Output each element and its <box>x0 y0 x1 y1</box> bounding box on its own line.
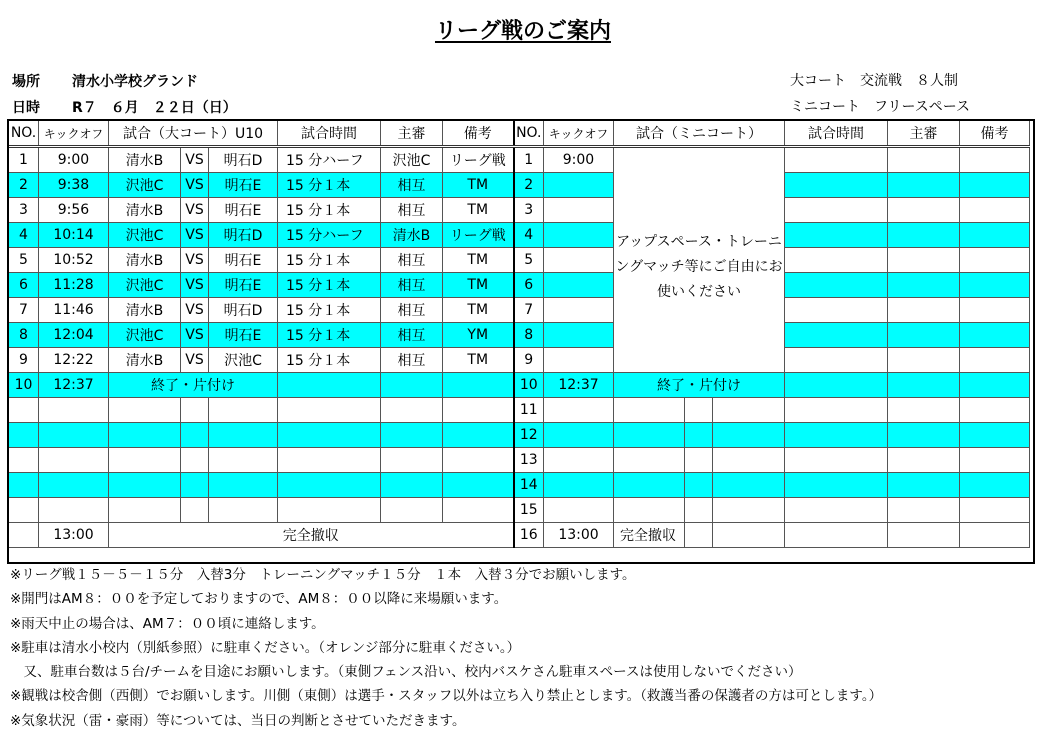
table-cell <box>443 473 514 498</box>
mini-match-no: 16 <box>514 523 544 548</box>
mini-remarks <box>960 223 1030 248</box>
home-team: 清水B <box>109 248 181 273</box>
away-team: 明石E <box>209 173 278 198</box>
table-cell <box>685 423 713 448</box>
remarks: リーグ戦 <box>443 223 514 248</box>
table-cell <box>278 423 381 448</box>
mini-duration <box>785 373 888 398</box>
kickoff-time: 11:46 <box>39 298 109 323</box>
mini-duration <box>785 223 888 248</box>
table-header-row <box>9 121 1030 147</box>
table-cell <box>614 398 685 423</box>
match-no: 9 <box>9 348 39 373</box>
match-duration: 15 分１本 <box>278 248 381 273</box>
mini-kickoff-time <box>544 323 614 348</box>
mini-kickoff-time <box>544 273 614 298</box>
table-cell <box>9 448 39 473</box>
column-header: 試合時間 <box>278 121 381 147</box>
match-no: 1 <box>9 147 39 173</box>
mini-end-label: 終了・片付け <box>614 373 785 398</box>
table-cell <box>713 523 785 548</box>
table-row <box>9 323 1030 348</box>
mini-match-no: 10 <box>514 373 544 398</box>
table-cell <box>181 423 209 448</box>
referee: 沢池C <box>381 147 443 173</box>
mini-kickoff-time <box>544 173 614 198</box>
mini-duration <box>785 298 888 323</box>
table-row-blank <box>9 398 1030 423</box>
final-label: 完全撤収 <box>109 523 514 548</box>
table-cell <box>209 448 278 473</box>
column-header: 試合時間 <box>785 121 888 147</box>
referee: 相互 <box>381 248 443 273</box>
table-cell <box>544 473 614 498</box>
table-row-blank <box>9 473 1030 498</box>
mini-remarks <box>960 198 1030 223</box>
mini-referee <box>888 248 960 273</box>
table-row <box>9 248 1030 273</box>
table-cell <box>443 423 514 448</box>
mini-kickoff-time: 12:37 <box>544 373 614 398</box>
end-label: 終了・片付け <box>109 373 278 398</box>
table-row <box>9 298 1030 323</box>
vs-label: VS <box>181 173 209 198</box>
table-cell <box>785 498 888 523</box>
away-team: 明石E <box>209 273 278 298</box>
remarks: TM <box>443 298 514 323</box>
table-cell <box>713 448 785 473</box>
table-cell <box>181 398 209 423</box>
note-line: ※観戦は校舎側（西側）でお願いします。川側（東側）は選手・スタッフ以外は立ち入り禁止とします。（救護当番の保護者の方は可とします。） <box>10 688 883 705</box>
mini-duration <box>785 147 888 173</box>
mini-referee <box>888 173 960 198</box>
table-cell <box>39 448 109 473</box>
kickoff-time: 10:14 <box>39 223 109 248</box>
kickoff-time: 12:22 <box>39 348 109 373</box>
kickoff-time: 12:04 <box>39 323 109 348</box>
table-cell <box>9 423 39 448</box>
table-cell <box>614 473 685 498</box>
table-row <box>9 173 1030 198</box>
mini-final-label: 完全撤収 <box>614 523 685 548</box>
table-cell <box>888 448 960 473</box>
table-cell <box>785 523 888 548</box>
kickoff-time: 9:56 <box>39 198 109 223</box>
note-line: ※雨天中止の場合は、AM７：００頃に連絡します。 <box>10 615 325 632</box>
table-cell <box>544 498 614 523</box>
table-cell <box>614 498 685 523</box>
table-cell <box>209 473 278 498</box>
note-line: ※リーグ戦１５－５－１５分 入替3分 トレーニングマッチ１５分 １本 入替３分でお願いします。 <box>10 567 636 583</box>
column-header: NO. <box>514 121 544 147</box>
match-no: 2 <box>9 173 39 198</box>
table-cell <box>443 398 514 423</box>
mini-duration <box>785 323 888 348</box>
table-cell <box>109 498 181 523</box>
mini-match-no: 7 <box>514 298 544 323</box>
mini-match-no: 13 <box>514 448 544 473</box>
mini-kickoff-time: 13:00 <box>544 523 614 548</box>
table-cell <box>685 398 713 423</box>
mini-match-no: 2 <box>514 173 544 198</box>
table-row <box>9 273 1030 298</box>
vs-label: VS <box>181 198 209 223</box>
court-info-mini: ミニコート フリースペース <box>790 99 971 115</box>
mini-kickoff-time <box>544 298 614 323</box>
table-cell <box>544 448 614 473</box>
mini-remarks <box>960 147 1030 173</box>
mini-referee <box>888 147 960 173</box>
table-cell <box>109 473 181 498</box>
mini-kickoff-time: 9:00 <box>544 147 614 173</box>
kickoff-time: 13:00 <box>39 523 109 548</box>
mini-kickoff-time <box>544 348 614 373</box>
mini-remarks <box>960 298 1030 323</box>
away-team: 明石D <box>209 298 278 323</box>
table-cell <box>544 423 614 448</box>
table-cell <box>713 473 785 498</box>
table-cell <box>181 473 209 498</box>
kickoff-time: 12:37 <box>39 373 109 398</box>
vs-label: VS <box>181 348 209 373</box>
table-cell <box>785 398 888 423</box>
table-cell <box>960 473 1030 498</box>
mini-duration <box>785 273 888 298</box>
schedule-table <box>8 120 1030 548</box>
table-cell <box>278 398 381 423</box>
match-no: 6 <box>9 273 39 298</box>
match-no <box>9 523 39 548</box>
match-no: 10 <box>9 373 39 398</box>
table-cell <box>713 423 785 448</box>
table-cell <box>888 498 960 523</box>
place-value: 清水小学校グランド <box>72 74 198 90</box>
mini-match-no: 12 <box>514 423 544 448</box>
table-cell <box>9 398 39 423</box>
remarks: TM <box>443 173 514 198</box>
table-cell <box>278 448 381 473</box>
remarks: リーグ戦 <box>443 147 514 173</box>
table-cell <box>39 423 109 448</box>
table-cell <box>278 498 381 523</box>
table-cell <box>109 398 181 423</box>
match-duration: 15 分１本 <box>278 198 381 223</box>
mini-referee <box>888 223 960 248</box>
table-cell <box>685 498 713 523</box>
home-team: 沢池C <box>109 173 181 198</box>
note-line: ※気象状況（雷・豪雨）等については、当日の判断とさせていただきます。 <box>10 712 466 729</box>
referee: 相互 <box>381 348 443 373</box>
table-cell <box>39 473 109 498</box>
table-cell <box>544 398 614 423</box>
column-header: キックオフ <box>39 121 109 147</box>
table-cell <box>785 448 888 473</box>
mini-remarks <box>960 273 1030 298</box>
mini-match-no: 1 <box>514 147 544 173</box>
table-cell <box>109 423 181 448</box>
table-cell <box>785 423 888 448</box>
mini-duration <box>785 173 888 198</box>
column-header: 試合（大コート）U10 <box>109 121 278 147</box>
table-row <box>9 223 1030 248</box>
referee: 清水B <box>381 223 443 248</box>
mini-match-no: 6 <box>514 273 544 298</box>
table-cell <box>381 448 443 473</box>
table-cell <box>9 473 39 498</box>
court-info-large: 大コート 交流戦 ８人制 <box>790 73 958 89</box>
table-cell <box>209 498 278 523</box>
table-cell <box>960 448 1030 473</box>
table-cell <box>685 523 713 548</box>
table-cell <box>443 498 514 523</box>
vs-label: VS <box>181 323 209 348</box>
mini-match-no: 15 <box>514 498 544 523</box>
mini-kickoff-time <box>544 223 614 248</box>
mini-match-no: 8 <box>514 323 544 348</box>
remarks: YM <box>443 323 514 348</box>
table-cell <box>109 448 181 473</box>
table-cell <box>181 448 209 473</box>
table-row-end <box>9 373 1030 398</box>
mini-referee <box>888 198 960 223</box>
column-header: 備考 <box>960 121 1030 147</box>
referee: 相互 <box>381 198 443 223</box>
table-cell <box>39 398 109 423</box>
referee: 相互 <box>381 273 443 298</box>
table-row-final <box>9 523 1030 548</box>
note-line: 又、駐車台数は５台/チームを目途にお願いします。（東側フェンス沿い、校内バスケさん駐車スペースは使用しないでください） <box>10 664 802 681</box>
match-duration <box>278 373 381 398</box>
table-cell <box>685 448 713 473</box>
table-row-blank <box>9 423 1030 448</box>
match-duration: 15 分１本 <box>278 298 381 323</box>
home-team: 清水B <box>109 198 181 223</box>
vs-label: VS <box>181 248 209 273</box>
match-duration: 15 分１本 <box>278 348 381 373</box>
mini-remarks <box>960 323 1030 348</box>
date-label: 日時 <box>12 100 40 116</box>
remarks: TM <box>443 198 514 223</box>
table-cell <box>9 498 39 523</box>
away-team: 明石E <box>209 323 278 348</box>
table-row-blank <box>9 498 1030 523</box>
home-team: 沢池C <box>109 273 181 298</box>
mini-remarks <box>960 173 1030 198</box>
table-cell <box>685 473 713 498</box>
kickoff-time: 10:52 <box>39 248 109 273</box>
match-duration: 15 分ハーフ <box>278 223 381 248</box>
date-value: R７ ６月 ２２日（日） <box>72 100 237 116</box>
match-duration: 15 分ハーフ <box>278 147 381 173</box>
table-cell <box>381 423 443 448</box>
table-cell <box>888 423 960 448</box>
table-cell <box>888 523 960 548</box>
mini-kickoff-time <box>544 248 614 273</box>
mini-referee <box>888 323 960 348</box>
table-cell <box>888 398 960 423</box>
column-header: 主審 <box>888 121 960 147</box>
mini-remarks <box>960 373 1030 398</box>
away-team: 沢池C <box>209 348 278 373</box>
mini-duration <box>785 348 888 373</box>
match-duration: 15 分１本 <box>278 323 381 348</box>
match-no: 8 <box>9 323 39 348</box>
vs-label: VS <box>181 223 209 248</box>
home-team: 清水B <box>109 298 181 323</box>
away-team: 明石E <box>209 248 278 273</box>
column-header: 備考 <box>443 121 514 147</box>
table-cell <box>381 398 443 423</box>
home-team: 清水B <box>109 147 181 173</box>
away-team: 明石D <box>209 147 278 173</box>
referee: 相互 <box>381 323 443 348</box>
table-cell <box>614 423 685 448</box>
match-no: 5 <box>9 248 39 273</box>
table-row <box>9 198 1030 223</box>
kickoff-time: 9:00 <box>39 147 109 173</box>
table-cell <box>713 398 785 423</box>
page-title: リーグ戦のご案内 <box>434 19 611 44</box>
table-row-blank <box>9 448 1030 473</box>
table-cell <box>209 423 278 448</box>
mini-referee <box>888 348 960 373</box>
mini-remarks <box>960 348 1030 373</box>
note-line: ※駐車は清水小校内（別紙参照）に駐車ください。（オレンジ部分に駐車ください。） <box>10 639 521 656</box>
mini-match-no: 4 <box>514 223 544 248</box>
mini-referee <box>888 298 960 323</box>
vs-label: VS <box>181 298 209 323</box>
referee: 相互 <box>381 173 443 198</box>
mini-match-no: 3 <box>514 198 544 223</box>
column-header: キックオフ <box>544 121 614 147</box>
table-cell <box>39 498 109 523</box>
home-team: 沢池C <box>109 223 181 248</box>
table-cell <box>381 498 443 523</box>
referee <box>381 373 443 398</box>
table-cell <box>381 473 443 498</box>
table-cell <box>785 473 888 498</box>
table-row <box>9 147 1030 173</box>
mini-court-note: アップスペース・トレーニングマッチ等にご自由にお使いください <box>614 147 785 373</box>
table-cell <box>713 498 785 523</box>
note-line: ※開門はAM８：００を予定しておりますので、AM８：００以降に来場願います。 <box>10 591 508 608</box>
vs-label: VS <box>181 273 209 298</box>
table-cell <box>960 423 1030 448</box>
column-header: 試合（ミニコート） <box>614 121 785 147</box>
mini-match-no: 11 <box>514 398 544 423</box>
away-team: 明石D <box>209 223 278 248</box>
notes <box>10 563 882 733</box>
away-team: 明石E <box>209 198 278 223</box>
column-header: 主審 <box>381 121 443 147</box>
remarks: TM <box>443 348 514 373</box>
table-cell <box>181 498 209 523</box>
mini-match-no: 5 <box>514 248 544 273</box>
remarks: TM <box>443 273 514 298</box>
mini-remarks <box>960 248 1030 273</box>
mini-duration <box>785 248 888 273</box>
kickoff-time: 11:28 <box>39 273 109 298</box>
mini-kickoff-time <box>544 198 614 223</box>
table-row <box>9 348 1030 373</box>
mini-duration <box>785 198 888 223</box>
mini-referee <box>888 273 960 298</box>
table-cell <box>960 523 1030 548</box>
table-cell <box>960 398 1030 423</box>
mini-referee <box>888 373 960 398</box>
match-duration: 15 分１本 <box>278 273 381 298</box>
mini-match-no: 9 <box>514 348 544 373</box>
home-team: 清水B <box>109 348 181 373</box>
column-header: NO. <box>9 121 39 147</box>
table-cell <box>614 448 685 473</box>
table-cell <box>209 398 278 423</box>
match-no: 3 <box>9 198 39 223</box>
table-cell <box>888 473 960 498</box>
match-duration: 15 分１本 <box>278 173 381 198</box>
table-cell <box>278 473 381 498</box>
match-no: 4 <box>9 223 39 248</box>
table-cell <box>443 448 514 473</box>
mini-match-no: 14 <box>514 473 544 498</box>
kickoff-time: 9:38 <box>39 173 109 198</box>
place-label: 場所 <box>12 74 40 90</box>
home-team: 沢池C <box>109 323 181 348</box>
table-cell <box>960 498 1030 523</box>
remarks: TM <box>443 248 514 273</box>
referee: 相互 <box>381 298 443 323</box>
match-no: 7 <box>9 298 39 323</box>
remarks <box>443 373 514 398</box>
vs-label: VS <box>181 147 209 173</box>
